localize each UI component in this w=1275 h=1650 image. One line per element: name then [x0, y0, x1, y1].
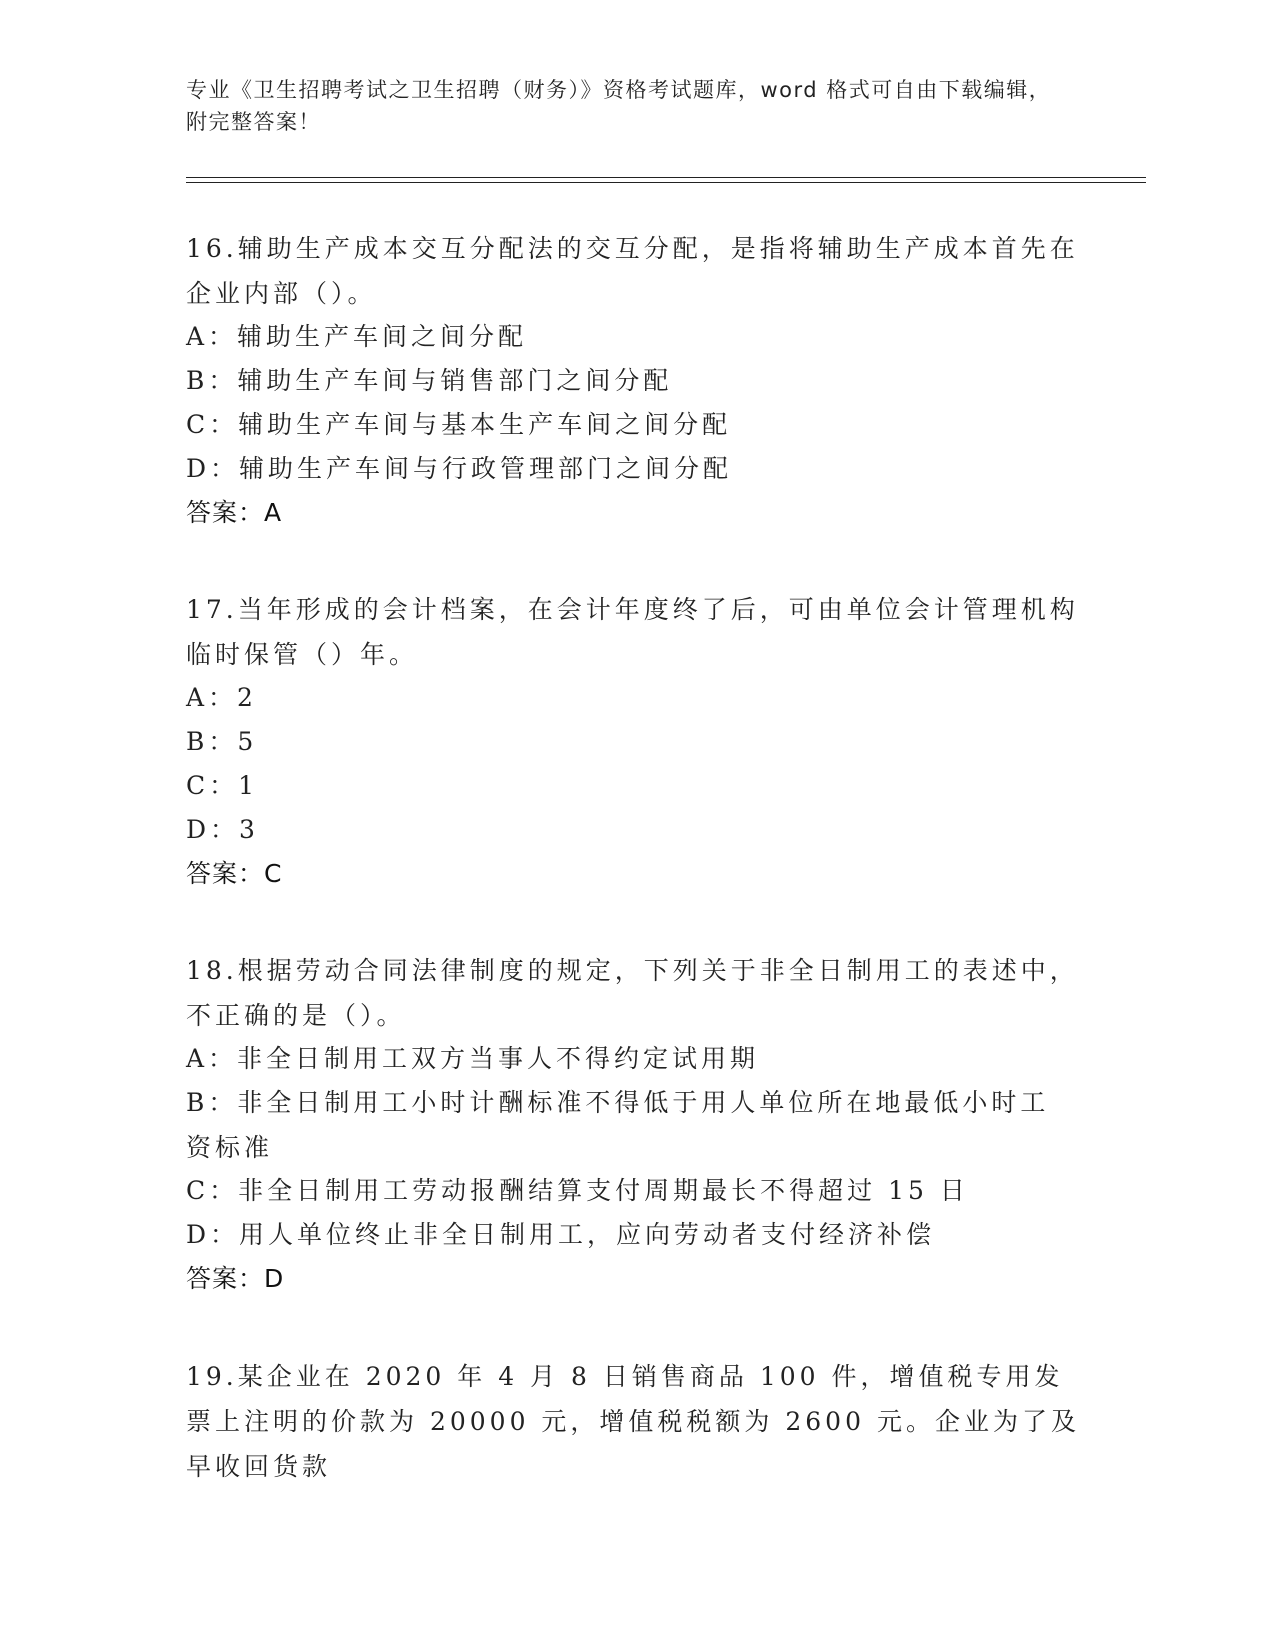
- question-18-option-a: A：非全日制用工双方当事人不得约定试用期: [186, 1044, 760, 1073]
- question-18-option-c: C：非全日制用工劳动报酬结算支付周期最长不得超过 15 日: [186, 1176, 969, 1205]
- question-19-stem: 19.某企业在 2020 年 4 月 8 日销售商品 100 件，增值税专用发票上注明的价款为 20000 元，增值税税额为 2600 元。企业为了及早收回货款: [186, 1362, 1080, 1481]
- question-16-option-a: A：辅助生产车间之间分配: [186, 322, 528, 351]
- header-divider-bottom: [186, 182, 1146, 183]
- header-divider-top: [186, 177, 1146, 178]
- question-17-stem: 17.当年形成的会计档案，在会计年度终了后，可由单位会计管理机构临时保管（）年。: [186, 595, 1079, 669]
- question-17-option-b: B：5: [186, 727, 258, 756]
- question-16-answer: 答案：A: [186, 498, 283, 527]
- question-17-option-c: C：1: [186, 771, 259, 800]
- question-18-stem: 18.根据劳动合同法律制度的规定，下列关于非全日制用工的表述中，不正确的是（）。: [186, 956, 1079, 1030]
- question-18-answer: 答案：D: [186, 1264, 285, 1293]
- question-16-option-c: C：辅助生产车间与基本生产车间之间分配: [186, 410, 732, 439]
- question-17-answer: 答案：C: [186, 859, 283, 888]
- question-18-option-d: D：用人单位终止非全日制用工，应向劳动者支付经济补偿: [186, 1220, 936, 1249]
- document-header: 专业《卫生招聘考试之卫生招聘（财务）》资格考试题库，word 格式可自由下载编辑，附完整答案！: [186, 78, 1052, 134]
- question-17-option-a: A：2: [186, 683, 257, 712]
- question-16-stem: 16.辅助生产成本交互分配法的交互分配，是指将辅助生产成本首先在企业内部（）。: [186, 234, 1079, 308]
- question-16-option-d: D：辅助生产车间与行政管理部门之间分配: [186, 454, 733, 483]
- question-16-option-b: B：辅助生产车间与销售部门之间分配: [186, 366, 673, 395]
- question-18-option-b: B：非全日制用工小时计酬标准不得低于用人单位所在地最低小时工资标准: [186, 1088, 1050, 1162]
- question-17-option-d: D：3: [186, 815, 259, 844]
